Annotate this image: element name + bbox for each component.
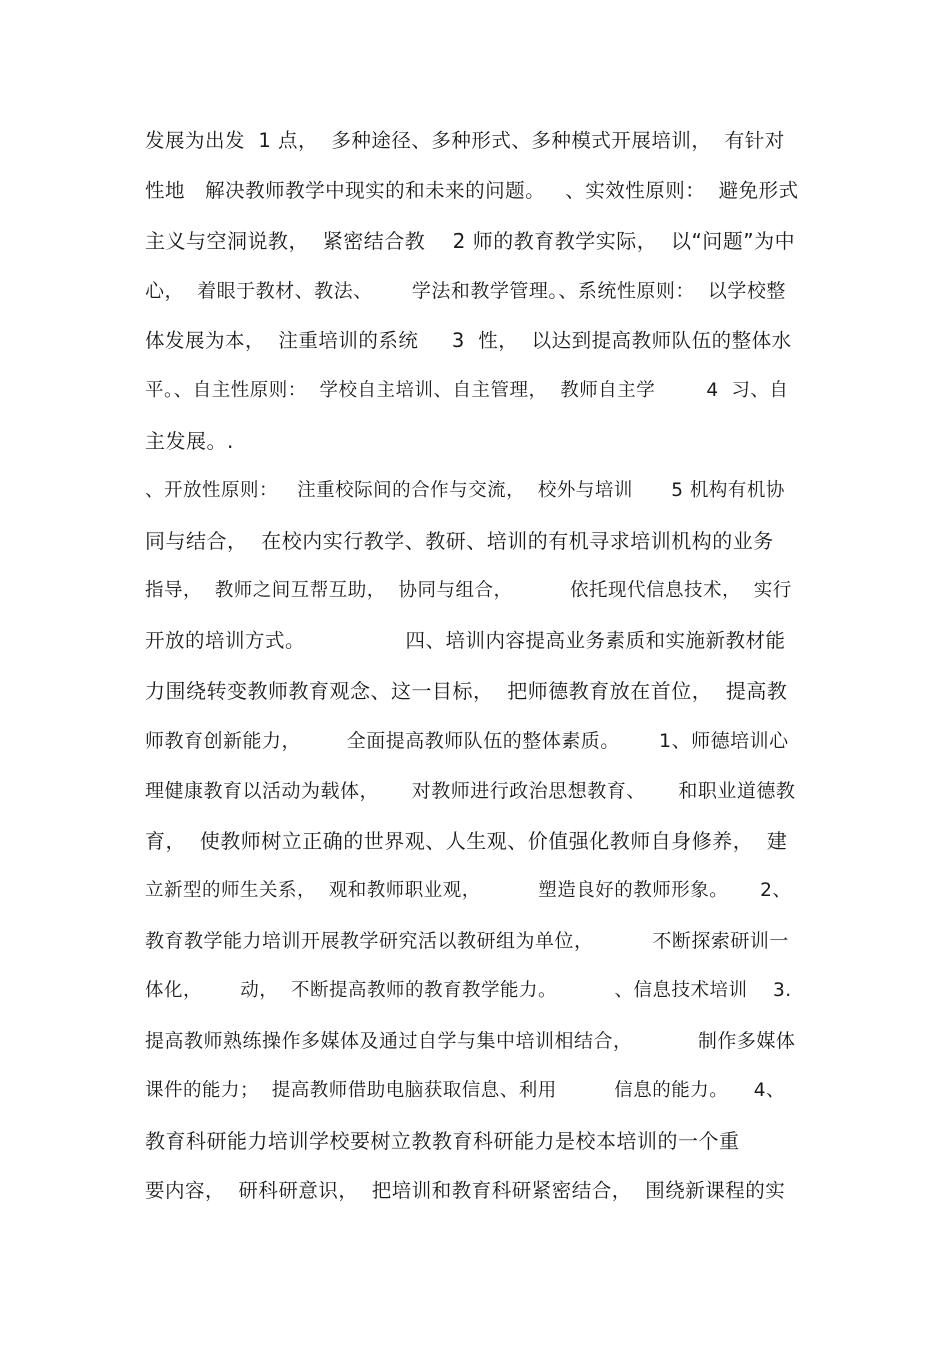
- text-line-6: 平。、自主性原则： 学校自主培训、自主管理， 教师自主学 4 习、自: [145, 380, 789, 401]
- text-line-16: 立新型的师生关系， 观和教师职业观， 塑造良好的教师形象。 2、: [145, 880, 792, 901]
- text-line-11: 开放的培训方式。 四、培训内容提高业务素质和实施新教材能: [145, 629, 786, 652]
- text-line-20: 课件的能力； 提高教师借助电脑获取信息、利用 信息的能力。 4、: [145, 1080, 785, 1101]
- text-line-4: 心， 着眼于教材、教法、 学法和教学管理。、系统性原则： 以学校整: [145, 280, 786, 302]
- text-line-18: 体化， 动， 不断提高教师的教育教学能力。 、信息技术培训 3.: [145, 980, 792, 1001]
- text-line-1: 发展为出发 1 点， 多种途径、多种形式、多种模式开展培训， 有针对: [145, 129, 785, 152]
- text-line-7: 主发展。.: [145, 429, 234, 453]
- text-line-13: 师教育创新能力， 全面提高教师队伍的整体素质。 1、师德培训心: [145, 730, 789, 752]
- text-line-15: 育， 使教师树立正确的世界观、人生观、价值强化教师自身修养， 建: [145, 829, 788, 853]
- text-line-5: 体发展为本， 注重培训的系统 3 性， 以达到提高教师队伍的整体水: [145, 329, 792, 352]
- text-line-14: 理健康教育以活动为载体， 对教师进行政治思想教育、 和职业道德教: [145, 780, 796, 802]
- text-line-3: 主义与空洞说教， 紧密结合教 2 师的教育教学实际， 以“问题”为中: [145, 229, 796, 253]
- text-line-9: 同与结合， 在校内实行教学、教研、培训的有机寻求培训机构的业务: [145, 529, 774, 553]
- text-line-17: 教育教学能力培训开展教学研究活以教研组为单位， 不断探索研训一: [145, 930, 789, 952]
- text-line-2: 性地 解决教师教学中现实的和未来的问题。 、实效性原则： 避免形式: [145, 179, 799, 202]
- text-line-10: 指导， 教师之间互帮互助， 协同与组合， 依托现代信息技术， 实行: [145, 580, 792, 601]
- text-line-22: 要内容， 研科研意识， 把培训和教育科研紧密结合， 围绕新课程的实: [145, 1179, 786, 1202]
- text-line-8: 、开放性原则： 注重校际间的合作与交流， 校外与培训 5 机构有机协: [145, 480, 785, 501]
- text-line-21: 教育科研能力培训学校要树立教教育科研能力是校本培训的一个重: [145, 1129, 740, 1153]
- text-line-12: 力围绕转变教师教育观念、这一目标， 把师德教育放在首位， 提高教: [145, 679, 788, 703]
- text-line-19: 提高教师熟练操作多媒体及通过自学与集中培训相结合， 制作多媒体: [145, 1030, 796, 1052]
